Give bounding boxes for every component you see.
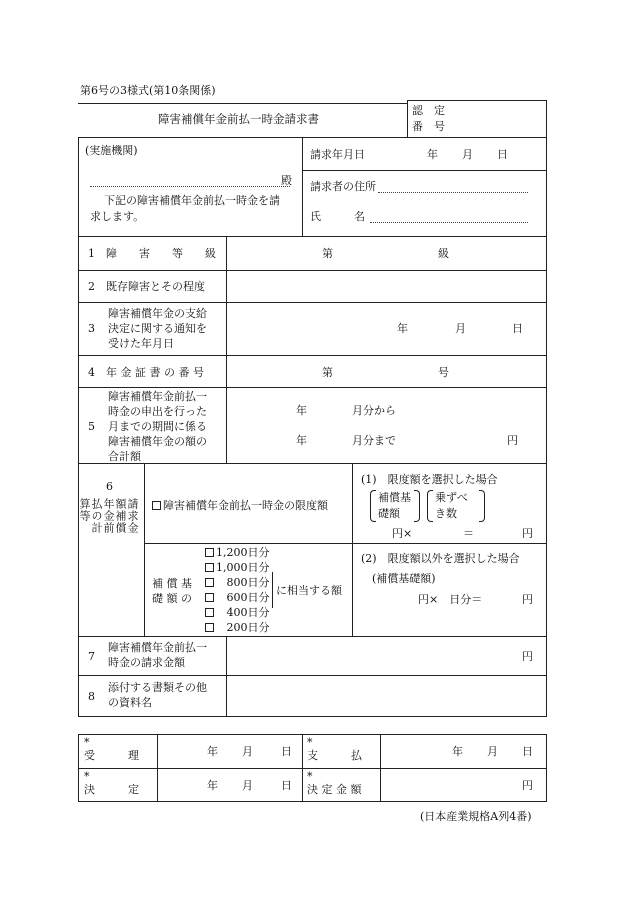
day-200-checkbox[interactable] xyxy=(205,623,214,632)
row7-label-1: 障害補償年金前払一 xyxy=(108,641,207,654)
case1-yen: 円 xyxy=(522,527,533,540)
row5-year-from: 年 xyxy=(296,404,307,417)
row2-label: 既存障害とその程度 xyxy=(106,280,205,293)
row6-vcol-2: 額補償 xyxy=(114,498,127,534)
row3-month: 月 xyxy=(455,322,466,335)
row3-year: 年 xyxy=(397,322,408,335)
row8-label-1: 添付する書類その他 xyxy=(108,681,207,694)
row6-vcol-1: 請求金 xyxy=(126,498,139,534)
case2-subtitle: (補償基礎額) xyxy=(372,572,436,585)
date-month-label: 月 xyxy=(462,148,473,161)
row6-vcol-5: 算等 xyxy=(78,498,91,522)
case2-title: (2) 限度額以外を選択した場合 xyxy=(361,552,520,565)
payment-month: 月 xyxy=(487,745,498,758)
receipt-year: 年 xyxy=(207,745,218,758)
limit-label: 障害補償年金前払一時金の限度額 xyxy=(163,499,328,512)
bracket1-line2: 礎額 xyxy=(378,507,400,520)
row1-number: 1 xyxy=(88,247,95,260)
row4-number: 4 xyxy=(88,366,95,379)
case1-equals: ＝ xyxy=(463,527,474,540)
row6-vcol-3: 年金前 xyxy=(102,498,115,534)
row5-month-to: 月分まで xyxy=(352,434,396,447)
receipt-day: 日 xyxy=(281,745,292,758)
row3-label-1: 障害補償年金の支給 xyxy=(108,307,207,320)
bracket2-line1: 乗ずべ xyxy=(435,491,468,504)
star-3: * xyxy=(84,770,90,783)
payment-label: 支 払 xyxy=(307,749,362,762)
row7-yen: 円 xyxy=(522,650,533,663)
star-4: * xyxy=(307,770,313,783)
row5-label-2: 時金の申出を行った xyxy=(108,405,207,418)
kiso-line1: 補 償 基 xyxy=(152,577,192,590)
case1-calc-yen: 円× xyxy=(392,527,413,540)
decision-label: 決 定 xyxy=(84,783,139,796)
decision-amount-yen: 円 xyxy=(522,779,533,792)
request-date-label: 請求年月日 xyxy=(310,148,365,161)
day-600-checkbox[interactable] xyxy=(205,593,214,602)
star-1: * xyxy=(84,736,90,749)
row3-number: 3 xyxy=(88,322,95,335)
day-800-checkbox[interactable] xyxy=(205,578,214,587)
dono-label: 殿 xyxy=(281,174,292,187)
decision-day: 日 xyxy=(281,779,292,792)
row5-label-3: 月までの期間に係る xyxy=(108,420,207,433)
row1-label: 障 害 等 級 xyxy=(106,247,216,260)
day-1200-label: 1,200日分 xyxy=(216,546,270,559)
decision-amount-label: 決 定 金 額 xyxy=(307,783,362,796)
row5-number: 5 xyxy=(88,420,95,433)
request-text-2: 求します。 xyxy=(90,210,145,223)
row1-kyu: 級 xyxy=(438,247,449,260)
date-year-label: 年 xyxy=(427,148,438,161)
row3-label-3: 受けた年月日 xyxy=(108,337,174,350)
day-1200-checkbox[interactable] xyxy=(205,548,214,557)
row6-vcol-4: 払の計 xyxy=(90,498,103,534)
row7-label-2: 時金の請求金額 xyxy=(108,656,185,669)
address-label: 請求者の住所 xyxy=(310,180,376,193)
case1-title: (1) 限度額を選択した場合 xyxy=(361,473,498,486)
row6-number: 6 xyxy=(106,480,113,493)
date-day-label: 日 xyxy=(497,148,508,161)
day-1000-label: 1,000日分 xyxy=(216,561,270,574)
payment-day: 日 xyxy=(522,745,533,758)
row5-label-1: 障害補償年金前払一 xyxy=(108,390,207,403)
row5-yen: 円 xyxy=(507,434,518,447)
row5-label-4: 障害補償年金の額の xyxy=(108,435,207,448)
day-1000-checkbox[interactable] xyxy=(205,563,214,572)
form-title: 障害補償年金前払一時金請求書 xyxy=(158,112,319,126)
bracket1-line1: 補償基 xyxy=(378,491,411,504)
equivalent-amount-label: に相当する額 xyxy=(276,584,342,597)
row8-number: 8 xyxy=(88,690,95,703)
day-400-checkbox[interactable] xyxy=(205,608,214,617)
request-text-1: 下記の障害補償年金前払一時金を請 xyxy=(104,194,280,207)
receipt-label: 受 理 xyxy=(84,749,139,762)
limit-checkbox[interactable] xyxy=(152,501,161,510)
row1-dai: 第 xyxy=(322,247,333,260)
form-id: 第6号の3様式(第10条関係) xyxy=(80,84,216,97)
decision-year: 年 xyxy=(207,779,218,792)
day-800-label: 800日分 xyxy=(226,576,270,589)
row7-number: 7 xyxy=(88,650,95,663)
row5-year-to: 年 xyxy=(296,434,307,447)
day-600-label: 600日分 xyxy=(226,591,270,604)
row3-day: 日 xyxy=(512,322,523,335)
case2-yen: 円 xyxy=(522,593,533,606)
day-200-label: 200日分 xyxy=(226,621,270,634)
row4-dai: 第 xyxy=(322,366,333,379)
row3-label-2: 決定に関する通知を xyxy=(108,322,207,335)
name-label: 氏 名 xyxy=(310,210,365,223)
row4-go: 号 xyxy=(438,366,449,379)
receipt-month: 月 xyxy=(242,745,253,758)
bracket2-line2: き数 xyxy=(435,507,457,520)
day-400-label: 400日分 xyxy=(226,606,270,619)
row4-label: 年 金 証 書 の 番 号 xyxy=(106,366,204,379)
row8-label-2: の資料名 xyxy=(108,696,152,709)
star-2: * xyxy=(307,736,313,749)
row2-number: 2 xyxy=(88,280,95,293)
decision-month: 月 xyxy=(242,779,253,792)
approval-label-1: 認 定 xyxy=(412,104,445,117)
approval-label-2: 番 号 xyxy=(412,120,445,133)
row5-month-from: 月分から xyxy=(352,404,396,417)
case2-calc: 円× 日分＝ xyxy=(418,593,483,606)
kiso-line2: 礎 額 の xyxy=(152,592,192,605)
agency-label: (実施機関) xyxy=(85,144,138,157)
payment-year: 年 xyxy=(452,745,463,758)
paper-size-note: (日本産業規格A列4番) xyxy=(420,810,532,823)
row5-label-5: 合計額 xyxy=(108,450,141,463)
